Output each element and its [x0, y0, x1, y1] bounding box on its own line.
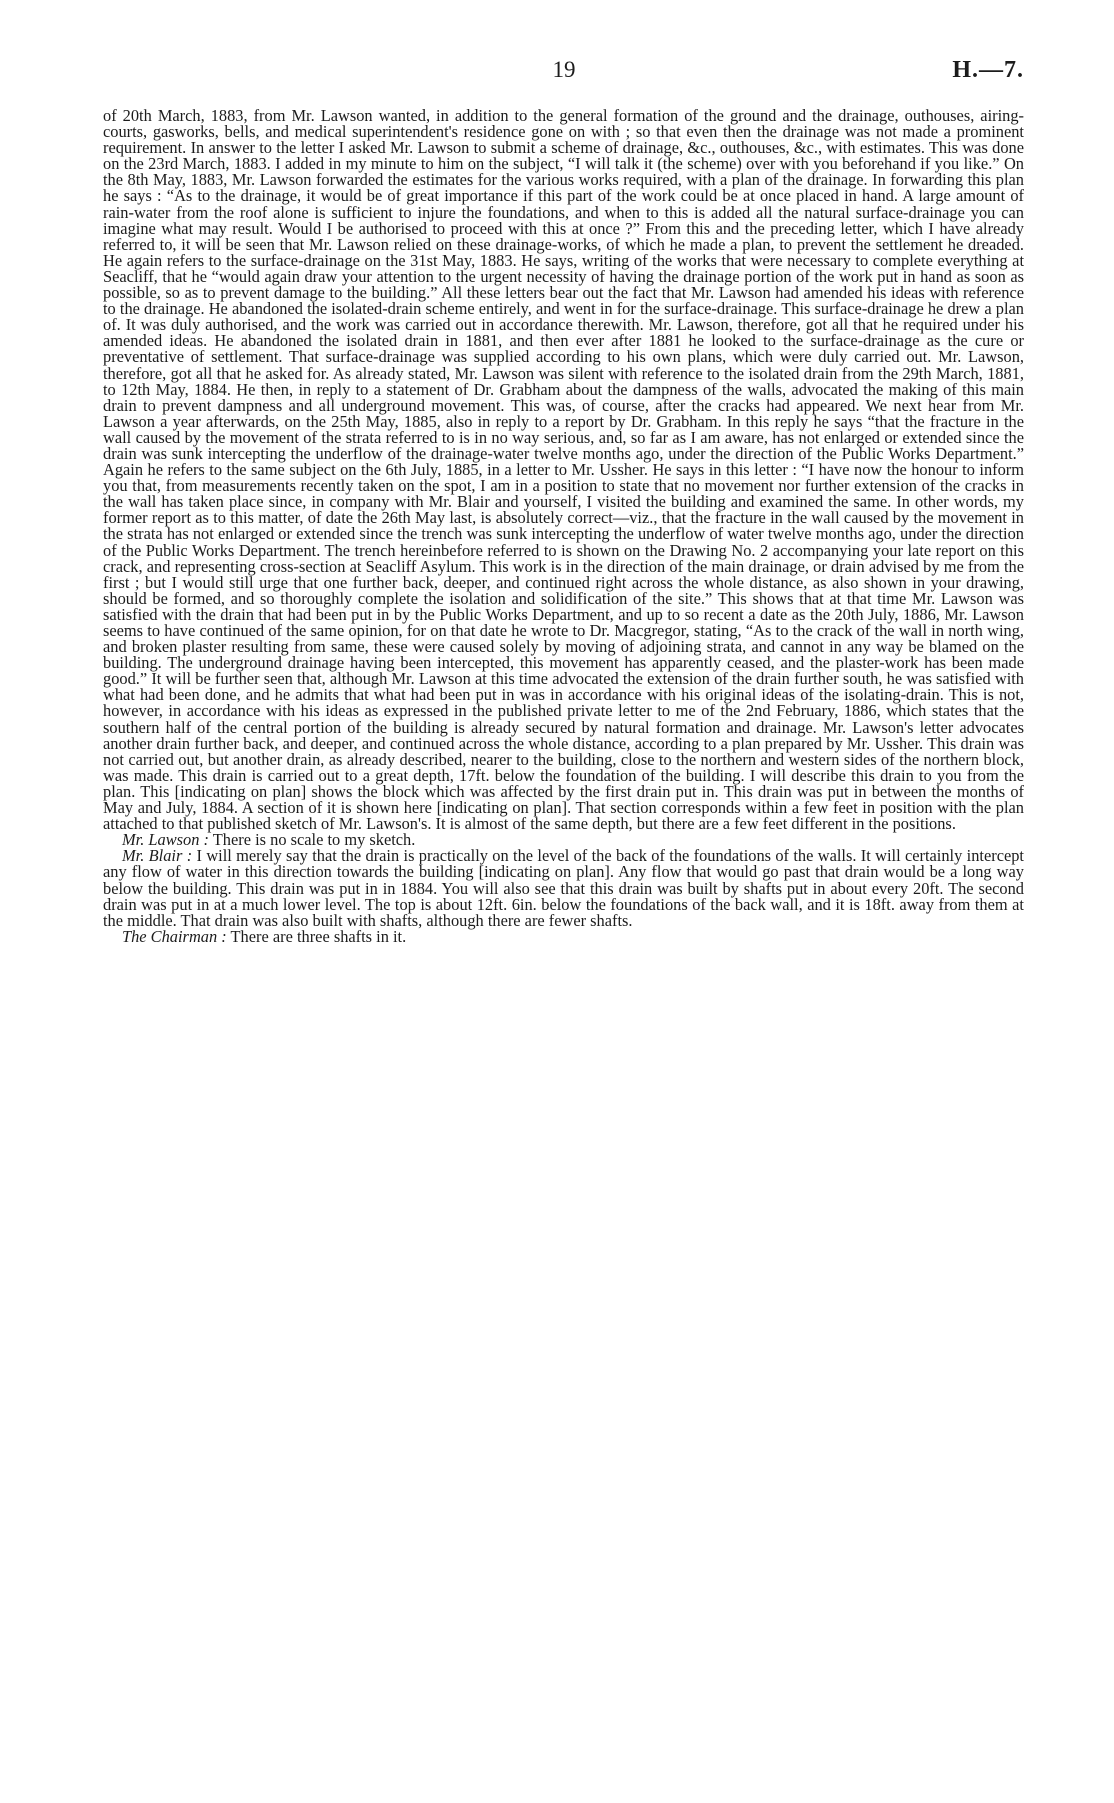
exchange-chairman — [103, 926, 1024, 946]
speech-text: There is no scale to my sketch. — [212, 830, 416, 850]
page-header — [104, 56, 1024, 92]
speech-text: There are three shafts in it. — [230, 926, 407, 946]
speaker-name: The Chairman : — [122, 926, 227, 946]
exchange-blair — [103, 848, 1024, 928]
speaker-name: Mr. Lawson : — [122, 830, 209, 850]
main-paragraph: of 20th March, 1883, from Mr. Lawson wanted, in addition to the general formation of the ground and the drainage, outhouses, airing-courts, gasworks, bells, and medical superintendent's residence gone on with ; so that even then the drainage was not made a prominent requirement. In answer to the letter I asked Mr. Lawson to submit a scheme of drainage, &c., outhouses, &c., with estimates. This was done on the 23rd March, 1883. I added in my minute to him on the subject, “I will talk it (the scheme) over with you beforehand if you like.” On the 8th May, 1883, Mr. Lawson forwarded the estimates for the various works required, with a plan of the drainage. In forwarding this plan he says : “As to the drainage, it would be of great importance if this part of the work could be at once placed in hand. A large amount of rain-water from the roof alone is sufficient to injure the foundations, and when to this is added all the natural surface-drainage you can imagine what may result. Would I be authorised to proceed with this at once ?” From this and the preceding letter, which I have already referred to, it will be seen that Mr. Lawson relied on these drainage-works, of which he made a plan, to prevent the settlement he dreaded. He again refers to the surface-drainage on the 31st May, 1883. He says, writing of the works that were necessary to complete everything at Seacliff, that he “would again draw your attention to the urgent necessity of having the drainage portion of the work put in hand as soon as possible, so as to prevent damage to the building.” All these letters bear out the fact that Mr. Lawson had amended his ideas with reference to the drainage. He abandoned the isolated-drain scheme entirely, and went in for the surface-drainage. This surface-drainage he drew a plan of. It was duly authorised, and the work was carried out in accordance therewith. Mr. Lawson, therefore, got all that he required under his amended ideas. He abandoned the isolated drain in 1881, and then ever after 1881 he looked to the surface-drainage as the cure or preventative of settlement. That surface-drainage was supplied according to his own plans, which were duly carried out. Mr. Lawson, therefore, got all that he asked for. As already stated, Mr. Lawson was silent with reference to the isolated drain from the 29th March, 1881, to 12th May, 1884. He then, in reply to a statement of Dr. Grabham about the dampness of the walls, advocated the making of this main drain to prevent dampness and all underground movement. This was, of course, after the cracks had appeared. We next hear from Mr. Lawson a year afterwards, on the 25th May, 1885, also in reply to a report by Dr. Grabham. In this reply he says “that the fracture in the wall caused by the movement of the strata referred to is in no way serious, and, so far as I am aware, has not enlarged or extended since the drain was sunk intercepting the underflow of the drainage-water twelve months ago, under the direction of the Public Works Department.” Again he refers to the same subject on the 6th July, 1885, in a letter to Mr. Ussher. He says in this letter : “I have now the honour to inform you that, from measurements recently taken on the spot, I am in a position to state that no movement nor further extension of the cracks in the wall has taken place since, in company with Mr. Blair and yourself, I visited the building and examined the same. In other words, my former report as to this matter, of date the 26th May last, is absolutely correct—viz., that the fracture in the wall caused by the movement in the strata has not enlarged or extended since the trench was sunk intercepting the underflow of water twelve months ago, under the direction of the Public Works Department. The trench hereinbefore referred to is shown on the Drawing No. 2 accompanying your late report on this crack, and representing cross-section at Seacliff Asylum. This work is in the direction of the main drainage, or drain advised by me from the first ; but I would still urge that one further back, deeper, and continued right across the whole distance, as also shown in your drawing, should be formed, and so thoroughly complete the isolation and solidification of the site.” This shows that at that time Mr. Lawson was satisfied with the drain that had been put in by the Public Works Department, and up to so recent a date as the 20th July, 1886, Mr. Lawson seems to have continued of the same opinion, for on that date he wrote to Dr. Macgregor, stating, “As to the crack of the wall in north wing, and broken plaster resulting from same, these were caused solely by moving of adjoining strata, and cannot in any way be blamed on the building. The underground drainage having been intercepted, this movement has apparently ceased, and the plaster-work has been made good.” It will be further seen that, although Mr. Lawson at this time advocated the extension of the drain further south, he was satisfied with what had been done, and he admits that what had been put in was in accordance with his original ideas of the isolating-drain. This is not, however, in accordance with his ideas as expressed in the published private letter to me of the 2nd February, 1886, which states that the southern half of the central portion of the building is already secured by natural formation and drainage. Mr. Lawson's letter advocates another drain further back, and deeper, and continued across the whole distance, according to a plan prepared by Mr. Ussher. This drain was not carried out, but another drain, as already described, nearer to the building, close to the northern and western sides of the northern block, was made. This drain is carried out to a great depth, 17ft. below the foundation of the building. I will describe this drain to you from the plan. This [indicating on plan] shows the block which was affected by the first drain put in. This drain was put in between the months of May and July, 1884. A section of it is shown here [indicating on plan]. That section corresponds within a few feet in position with the plan attached to that published sketch of Mr. Lawson's. It is almost of the same depth, but there are a few feet different in the positions. — [103, 106, 1024, 834]
speech-text: I will merely say that the drain is practically on the level of the back of the foundations of the walls. It will certainly intercept any flow of water in this direction towards the building [indicating on plan]. Any flow that would go past that drain would be a long way below the building. This drain was put in in 1884. You will also see that this drain was built by shafts put in about every 20ft. The second drain was put in at a much lower level. The top is about 12ft. 6in. below the foundations of the back wall, and it is 18ft. away from them at the middle. That drain was also built with shafts, although there are fewer shafts. — [103, 846, 1024, 930]
body-text — [103, 108, 1024, 945]
speaker-name: Mr. Blair : — [122, 846, 193, 866]
page-number: 19 — [552, 57, 576, 82]
sheet-reference: H.—7. — [952, 57, 1024, 83]
